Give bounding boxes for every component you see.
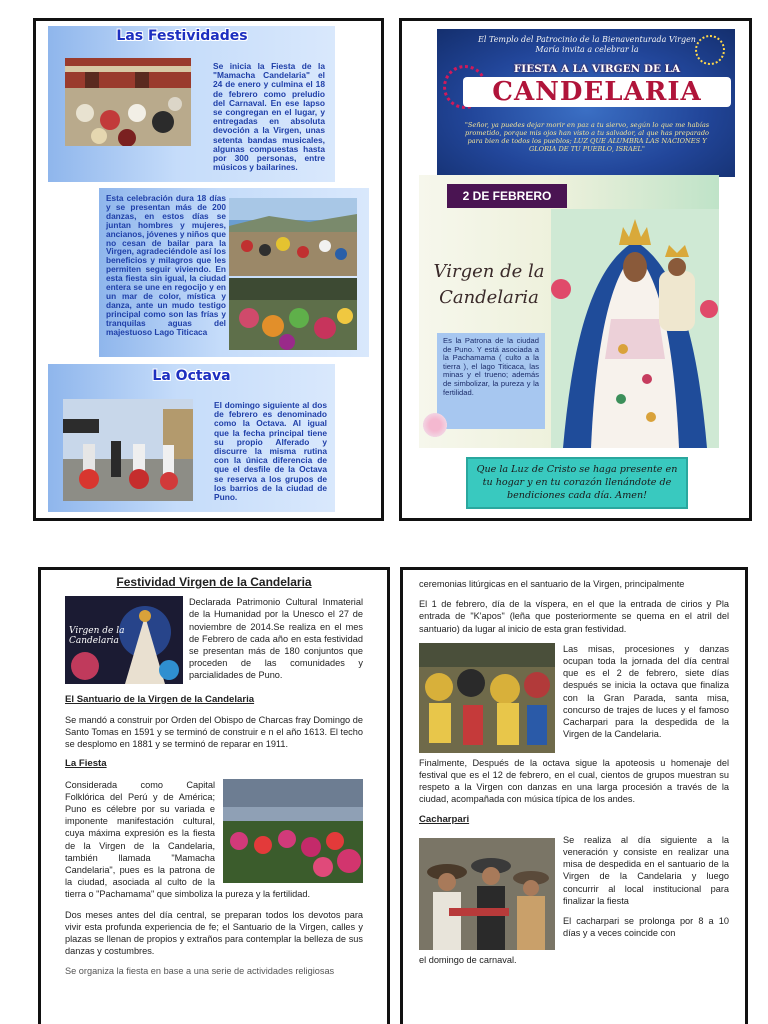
- blessing-text: Que la Luz de Cristo se haga presente en tu hogar y en tu corazón llenándote de bendiciones cada día. Amen!: [476, 464, 678, 501]
- banner-quote: "Señor, ya puedes dejar morir en paz a tu siervo, según lo que me habías prometido, porque mis ojos han visto a tu salvador, al que has preparado para bien de todos los pueblos; LUZ QUE ALUMBRA LAS NACIONES Y GLORIA DE TU PUEBLO, ISRAEL": [464, 121, 710, 153]
- date-badge: 2 DE FEBRERO: [447, 184, 567, 208]
- banner-top-text: El Templo del Patrocinio de la Bienaventurada Virgen María invita a celebrar la: [478, 35, 696, 54]
- cacharpari-heading: Cacharpari: [419, 813, 470, 825]
- flower-decoration: [421, 411, 449, 439]
- octava-text: El domingo siguiente al dos de febrero es denominado como la Octava. Al igual que la fecha principal tiene su propio Alferado y discurre la misma rutina con la única diferencia de que el desfile de la Octava se reserva a los grupos de los barrios de la ciudad de Puno.: [214, 400, 327, 503]
- banner-candelaria-title: CANDELARIA: [463, 77, 731, 107]
- plaza-dancers-photo: [65, 58, 191, 146]
- fiesta-heading: La Fiesta: [65, 758, 107, 770]
- dancers-photo-2: [229, 278, 357, 350]
- banner-fiesta-text: FIESTA A LA VIRGEN DE LA: [513, 63, 681, 75]
- santuario-heading: El Santuario de la Virgen de la Candelaria: [65, 693, 255, 705]
- prolonga-paragraph: El cacharpari se prolonga por 8 a 10 días y a veces coincide con: [563, 916, 729, 939]
- vispera-paragraph: El 1 de febrero, día de la víspera, en el que la entrada de cirios y Pla entrada de "K'apos" (leña que posteriormente se quema en el atril del santuario) da lugar al inicio de esta gran festividad.: [419, 599, 729, 634]
- cut-off-line: Se organiza la fiesta en base a una serie de actividades religiosas: [65, 966, 335, 977]
- octava-section: [48, 364, 335, 512]
- procession-dancers-photo: [419, 643, 555, 753]
- article-title: Festividad Virgen de la Candelaria: [116, 575, 312, 589]
- intro-paragraph: Declarada Patrimonio Cultural Inmaterial de la Humanidad por la Unesco el 27 de noviembre de 2014.Se realiza en el mes de Febrero de cada año en esta festividad se presentan más de 180 conjuntos que proceden de las comunidades y parcialidades de Puno.: [189, 597, 363, 681]
- cacharpari-photo: [419, 838, 555, 950]
- octava-heading: La Octava: [152, 368, 231, 384]
- santuario-paragraph: Se mandó a construir por Orden del Obispo de Charcas fray Domingo de Santo Tomas en 1591 y se terminó de construir e n el año 1613. El techo se desplomo en 1881 y se terminó de reparar en 1911.: [65, 714, 363, 750]
- festividades-panel: [33, 18, 384, 521]
- celebracion-text: Esta celebración dura 18 días y se presentan más de 200 danzas, en estos días se juntan hombres y mujeres, ancianos, jóvenes y niños que no cesan de bailar para la Virgen, agradeciéndole así los beneficios y milagros que les permiten seguir viviendo. En esta fiesta sin igual, la ciudad entera se une en regocijo y en un mar de color, mística y danza, ante un mudo testigo principal como son las frías y tranquilas aguas del majestuoso Lago Titicaca: [106, 193, 226, 337]
- festividades-heading: Las Festividades: [116, 28, 248, 44]
- article-page-2: [400, 567, 748, 1024]
- stadium-dancers-photo: [223, 779, 363, 883]
- octava-parade-photo: [63, 399, 193, 501]
- finalmente-paragraph: Finalmente, Después de la octava sigue la apoteosis u homenaje del festival que es el 12 de febrero, en el cual, cientos de grupos muestran su respeto a la Virgen con danzas en una larga procesión a través de la ciudad, acompañada con música típica de los andes.: [419, 757, 729, 805]
- virgen-poster: [419, 175, 719, 448]
- patrona-description: [437, 333, 545, 429]
- cacharpari-paragraph: Se realiza al día siguiente a la veneración y consiste en realizar una misa de despedida en el santuario de la Virgen de la Candelaria y luego concurrir al local institucional para finalizar la fiesta: [563, 834, 729, 906]
- blessing-box: [466, 457, 688, 509]
- ceremonias-paragraph: ceremonias litúrgicas en el santuario de la Virgen, principalmente: [419, 579, 685, 589]
- candelaria-poster-panel: [399, 18, 752, 521]
- fiesta-banner: [437, 29, 735, 177]
- dancers-photo-1: [229, 198, 357, 276]
- firework-decoration-right: [695, 35, 725, 65]
- fiesta-paragraph: Considerada como Capital Folklórica del Perú y de América; Puno es célebre por su variada e imponente manifestación cultural, cuya máxima expresión es la fiesta de la Virgen de la Candelaria, también llamada "Mamacha Candelaria", pues es la patrona de la ciudad, asociada al culto de la tierra o "Pachamama" que simboliza la pureza y la fertilidad.: [65, 779, 311, 900]
- patrona-text: Es la Patrona de la ciudad de Puno. Y está asociada a la Pachamama ( culto a la tierra ), el lago Titicaca, las minas y el trueno; además de simbolizar, la pureza y la fertilidad.: [443, 336, 539, 397]
- photo-caption: Virgen de la Candelaria: [69, 626, 125, 647]
- article-page-1: [38, 567, 390, 1024]
- candelaria-festival-photo: [65, 596, 183, 684]
- script-title-1: Virgen de la: [433, 261, 545, 282]
- misas-paragraph: Las misas, procesiones y danzas ocupan toda la jornada del día central que es el 2 de febrero, siete días después se inicia la octava que finaliza con la Gran Parada, santa misa, concurso de trajes de luces y el famoso Cacharpari para la despedida de la Virgen de la Candelaria.: [563, 643, 729, 740]
- prolonga-end: el domingo de carnaval.: [419, 954, 517, 965]
- festividades-text: Se inicia la Fiesta de la "Mamacha Candelaria" el 24 de enero y culmina el 18 de febrero como preludio del Carnaval. En ese lapso se congregan en el lugar, y entregadas en absoluta devoción a la Virgen, unas setenta bandas musicales, algunas compuestas hasta por 300 personas, entre músicos y bailarines.: [213, 61, 325, 173]
- dos-meses-paragraph: Dos meses antes del día central, se preparan todos los devotos para vivir esta profunda experiencia de fe; el Santuario de la Virgen, calles y plazas se llenan de propios y extraños para contemplar la belleza de sus danzas y costumbres.: [65, 909, 363, 957]
- festividades-section: [48, 26, 335, 182]
- virgin-image: [551, 209, 719, 448]
- celebracion-section: [99, 188, 369, 357]
- script-title-2: Candelaria: [439, 287, 539, 308]
